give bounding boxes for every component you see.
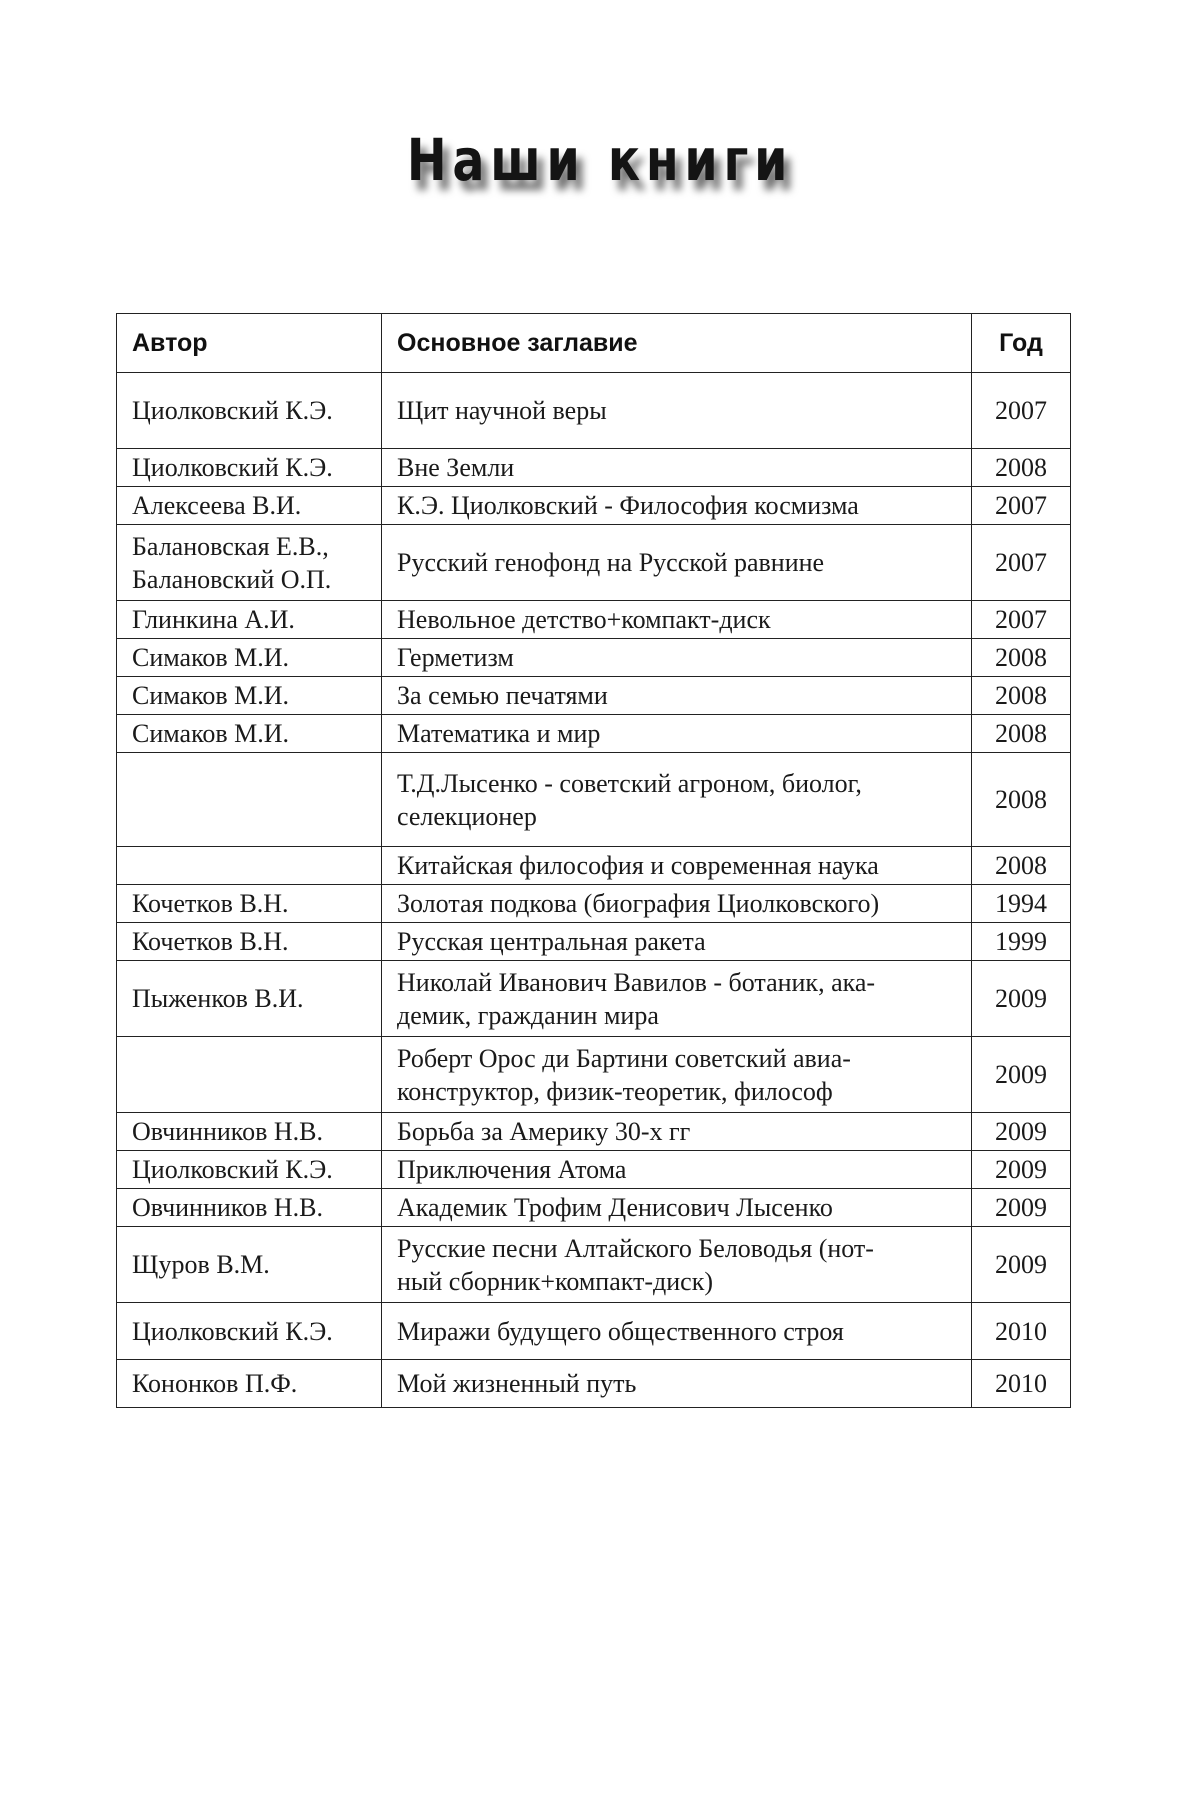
table-body <box>117 373 1071 1408</box>
title-text: Мой жизненный путь <box>397 1369 637 1398</box>
cell-title <box>382 1189 972 1227</box>
author-text: Кононков П.Ф. <box>132 1369 298 1398</box>
title-text: Роберт Орос ди Бартини советский авиа- конструктор, физик-теоретик, философ <box>397 1043 851 1106</box>
cell-title <box>382 1113 972 1151</box>
title-text: Русские песни Алтайского Беловодья (нот- ный сборник+компакт-диск) <box>397 1233 874 1296</box>
title-text: Математика и мир <box>397 719 601 748</box>
cell-year: 2008 <box>972 449 1071 487</box>
cell-author <box>117 923 382 961</box>
title-text: Николай Иванович Вавилов - ботаник, ака- демик, гражданин мира <box>397 967 876 1030</box>
cell-author <box>117 1303 382 1360</box>
cell-year: 2008 <box>972 847 1071 885</box>
cell-year: 2008 <box>972 677 1071 715</box>
table-row <box>117 961 1071 1037</box>
author-text: Циолковский К.Э. <box>132 396 333 425</box>
cell-author <box>117 847 382 885</box>
cell-title <box>382 1037 972 1113</box>
table-row <box>117 677 1071 715</box>
table-row <box>117 885 1071 923</box>
cell-author <box>117 1151 382 1189</box>
table-row <box>117 1189 1071 1227</box>
cell-year: 2007 <box>972 487 1071 525</box>
cell-title <box>382 885 972 923</box>
title-text: Приключения Атома <box>397 1155 627 1184</box>
cell-title <box>382 1360 972 1408</box>
cell-author <box>117 449 382 487</box>
cell-year: 2007 <box>972 373 1071 449</box>
cell-title <box>382 847 972 885</box>
title-text: К.Э. Циолковский - Философия космизма <box>397 491 859 520</box>
table-row <box>117 923 1071 961</box>
title-text: Герметизм <box>397 643 514 672</box>
table-row <box>117 753 1071 847</box>
title-text: Т.Д.Лысенко - советский агроном, биолог, селекционер <box>397 768 862 831</box>
cell-title <box>382 487 972 525</box>
table-row <box>117 1360 1071 1408</box>
table-row <box>117 601 1071 639</box>
cell-author <box>117 373 382 449</box>
page-title: Наши книги <box>406 126 794 194</box>
author-text: Балановская Е.В., Балановский О.П. <box>132 531 332 594</box>
author-text: Овчинников Н.В. <box>132 1193 324 1222</box>
cell-author <box>117 1360 382 1408</box>
cell-title <box>382 753 972 847</box>
author-text: Циолковский К.Э. <box>132 1316 333 1346</box>
cell-title <box>382 525 972 601</box>
cell-title <box>382 1151 972 1189</box>
cell-year: 2009 <box>972 1113 1071 1151</box>
table-row <box>117 373 1071 449</box>
cell-author <box>117 1227 382 1303</box>
author-text: Циолковский К.Э. <box>132 1155 333 1184</box>
title-text: Борьба за Америку 30-х гг <box>397 1117 691 1146</box>
cell-year: 2009 <box>972 1151 1071 1189</box>
table-row <box>117 639 1071 677</box>
cell-title <box>382 639 972 677</box>
header-author: Автор <box>117 314 382 373</box>
cell-title <box>382 677 972 715</box>
author-text: Глинкина А.И. <box>132 605 295 634</box>
cell-title <box>382 449 972 487</box>
cell-year: 2009 <box>972 1037 1071 1113</box>
cell-year: 1999 <box>972 923 1071 961</box>
cell-year: 2008 <box>972 715 1071 753</box>
cell-year: 2007 <box>972 525 1071 601</box>
cell-author <box>117 677 382 715</box>
title-text: Академик Трофим Денисович Лысенко <box>397 1193 833 1222</box>
cell-year: 2010 <box>972 1360 1071 1408</box>
cell-title <box>382 715 972 753</box>
table-row <box>117 1303 1071 1360</box>
title-text: Русская центральная ракета <box>397 927 706 956</box>
header-year: Год <box>972 314 1071 373</box>
table-row <box>117 449 1071 487</box>
title-text: Щит научной веры <box>397 396 607 425</box>
cell-author <box>117 961 382 1037</box>
cell-year: 2008 <box>972 753 1071 847</box>
table-row <box>117 525 1071 601</box>
cell-author <box>117 885 382 923</box>
author-text: Щуров В.М. <box>132 1250 270 1279</box>
cell-author <box>117 1189 382 1227</box>
cell-title <box>382 373 972 449</box>
table-row <box>117 847 1071 885</box>
cell-author <box>117 525 382 601</box>
cell-year: 2009 <box>972 1189 1071 1227</box>
title-text: Вне Земли <box>397 453 515 482</box>
author-text: Овчинников Н.В. <box>132 1117 324 1146</box>
title-text: Китайская философия и современная наука <box>397 851 879 880</box>
title-text: Русский генофонд на Русской равнине <box>397 548 825 577</box>
table-row <box>117 487 1071 525</box>
table-row <box>117 1151 1071 1189</box>
author-text: Симаков М.И. <box>132 643 290 672</box>
author-text: Пыженков В.И. <box>132 984 304 1013</box>
table-row <box>117 1227 1071 1303</box>
cell-year: 2010 <box>972 1303 1071 1360</box>
cell-year: 2008 <box>972 639 1071 677</box>
cell-year: 2009 <box>972 1227 1071 1303</box>
cell-author <box>117 753 382 847</box>
table-row <box>117 1037 1071 1113</box>
title-text: Золотая подкова (биография Циолковского) <box>397 889 880 918</box>
books-table <box>116 313 1071 1408</box>
header-title: Основное заглавие <box>382 314 972 373</box>
cell-title <box>382 923 972 961</box>
table-row <box>117 1113 1071 1151</box>
cell-author <box>117 487 382 525</box>
cell-author <box>117 601 382 639</box>
title-text: Невольное детство+компакт-диск <box>397 605 771 634</box>
cell-title <box>382 961 972 1037</box>
cell-year: 2009 <box>972 961 1071 1037</box>
author-text: Кочетков В.Н. <box>132 927 289 956</box>
author-text: Кочетков В.Н. <box>132 889 289 918</box>
cell-year: 1994 <box>972 885 1071 923</box>
cell-title <box>382 601 972 639</box>
cell-author <box>117 1113 382 1151</box>
table-header-row <box>117 314 1071 373</box>
title-text: Миражи будущего общественного строя <box>397 1316 844 1346</box>
cell-author <box>117 715 382 753</box>
cell-author <box>117 1037 382 1113</box>
author-text: Алексеева В.И. <box>132 491 302 520</box>
cell-year: 2007 <box>972 601 1071 639</box>
cell-title <box>382 1303 972 1360</box>
author-text: Циолковский К.Э. <box>132 453 333 482</box>
cell-title <box>382 1227 972 1303</box>
author-text: Симаков М.И. <box>132 719 290 748</box>
title-text: За семью печатями <box>397 681 608 710</box>
cell-author <box>117 639 382 677</box>
author-text: Симаков М.И. <box>132 681 290 710</box>
table-row <box>117 715 1071 753</box>
